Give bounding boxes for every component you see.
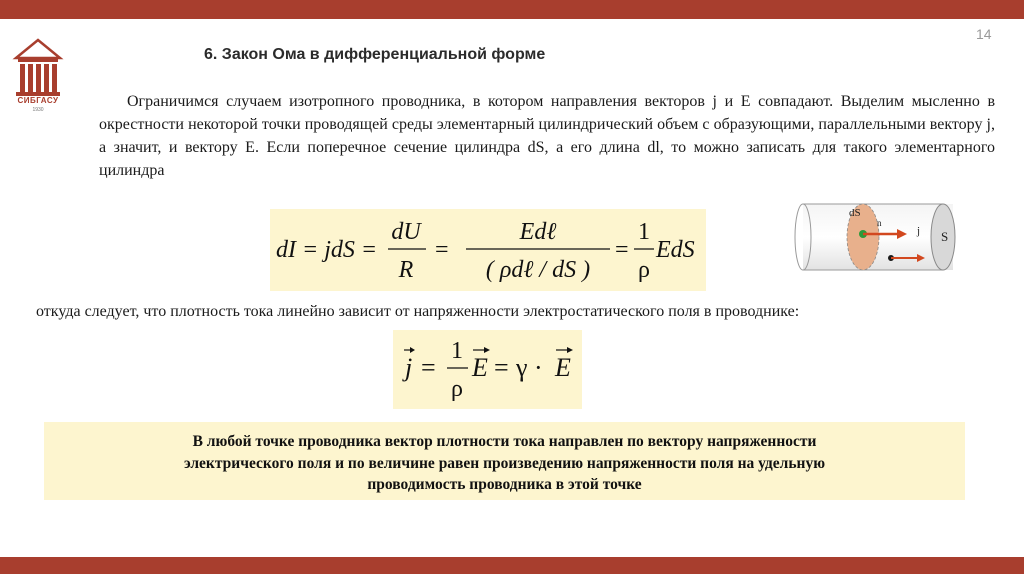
formula2-e2: E [555, 353, 571, 382]
conclusion-line-3: проводимость проводника в этой точке [367, 476, 642, 493]
formula2-gamma-dot: γ · [516, 353, 543, 382]
slide-title: 6. Закон Ома в дифференциальной форме [204, 46, 546, 63]
formula2-eq2: = [494, 353, 509, 382]
formula2-eq1: = [421, 353, 436, 382]
formula-current [270, 209, 706, 291]
label-j: j [917, 225, 921, 237]
intro-paragraph: Ограничимся случаем изотропного проводника, в котором направления векторов j и E совпадают. Выделим мысленно в окрестности некоторой точки проводящей среды элементарный цилиндрический объем с образующими, параллельными вектору j, а значит, и вектору E. Если поперечное сечение цилиндра dS, а его длина dl, то можно записать для такого элементарного цилиндра [99, 93, 995, 179]
logo-subtext: 1930 [32, 107, 44, 113]
formula1-eq1: = [435, 237, 449, 263]
logo-caption: СИБГАСУ [17, 96, 59, 105]
label-n: n [877, 218, 882, 228]
formula1-frac3-den: ρ [638, 257, 650, 283]
formula1-eq2: = [615, 237, 629, 263]
conclusion-line-2: электрического поля и по величине равен произведению напряженности поля на удельную [183, 454, 826, 472]
formula2-e1: E [472, 353, 488, 382]
formula1-frac1-den: R [398, 257, 414, 283]
formula-ohm [393, 330, 582, 409]
formula2-j: j [405, 353, 413, 382]
formula1-frac2-den: ( ρdℓ / dS ) [485, 257, 591, 283]
cylinder-diagram [793, 200, 965, 276]
formula1-rhs: EdS [656, 237, 695, 263]
label-s: S [941, 229, 949, 244]
bottom-bar [0, 557, 1024, 574]
label-ds: dS [849, 207, 861, 219]
formula1-frac3-num: 1 [638, 219, 650, 245]
formula2-frac-den: ρ [451, 376, 463, 402]
slide-number: 14 [976, 26, 992, 42]
top-bar [0, 0, 1024, 19]
formula-ohm-box [393, 330, 582, 409]
formula1-frac1-num: dU [391, 219, 421, 245]
formula1-frac2-num: Edℓ [519, 219, 557, 245]
result-sentence: откуда следует, что плотность тока линейно зависит от напряженности электростатического поля в проводнике: [36, 303, 800, 320]
conclusion-line-1: В любой точке проводника вектор плотности тока направлен по вектору напряженности [192, 433, 817, 450]
formula2-frac-num: 1 [451, 338, 463, 364]
formula1-lhs: dI = jdS = [276, 237, 378, 263]
conclusion-text [44, 431, 965, 496]
formula-current-box [270, 209, 706, 291]
